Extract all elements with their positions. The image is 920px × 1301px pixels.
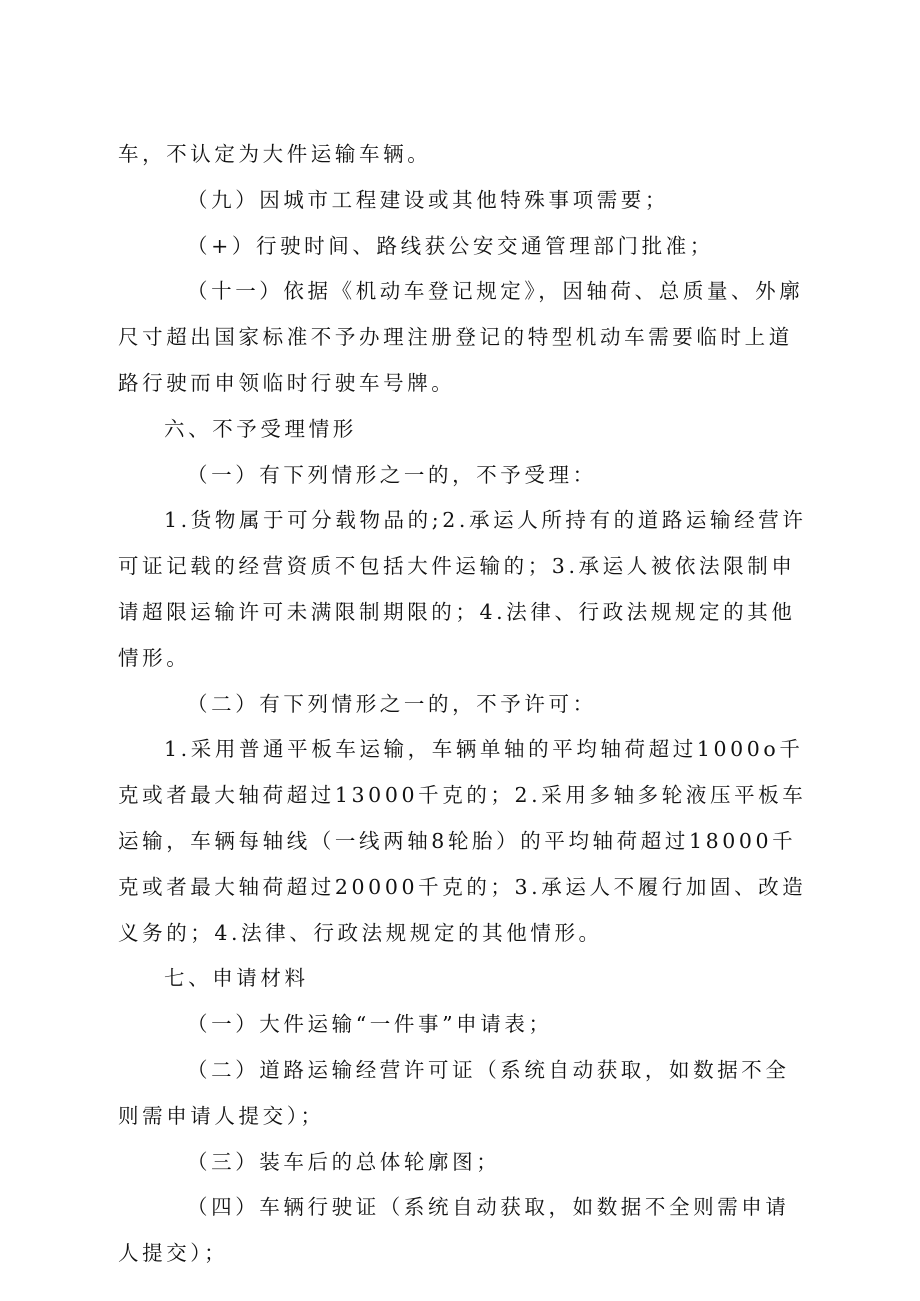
paragraph-not-accepted: 1.货物属于可分载物品的;2.承运人所持有的道路运输经营许可证记载的经营资质不包括大件运输的；3.承运人被依法限制申请超限运输许可未满限制期限的；4.法律、行政法规规定的其他情形。: [118, 508, 807, 670]
list-item-10: （+）行驶时间、路线获公安交通管理部门批准；: [187, 233, 714, 258]
paragraph-not-permitted: 1.采用普通平板车运输，车辆单轴的平均轴荷超过1000o千克或者最大轴荷超过13000千克的；2.采用多轴多轮液压平板车运输，车辆每轴线（一线两轴8轮胎）的平均轴荷超过18000千克或者最大轴荷超过20000千克的；3.承运人不履行加固、改造义务的；4.法律、行政法规规定的其他情形。: [118, 737, 807, 945]
document-body: [118, 132, 808, 1277]
section-heading-7: 七、申请材料: [164, 966, 309, 991]
subsection-heading-6-1: （一）有下列情形之一的，不予受理：: [187, 462, 597, 487]
list-item-11: （十一）依据《机动车登记规定》，因轴荷、总质量、外廓尺寸超出国家标准不予办理注册登记的特型机动车需要临时上道路行驶而申领临时行驶车号牌。: [118, 279, 804, 395]
material-item-3: （三）装车后的总体轮廓图；: [187, 1149, 501, 1174]
material-item-1: （一）大件运输“一件事”申请表；: [187, 1012, 553, 1037]
list-item-9: （九）因城市工程建设或其他特殊事项需要；: [187, 187, 669, 212]
material-item-4: （四）车辆行驶证（系统自动获取，如数据不全则需申请人提交）；: [118, 1195, 790, 1266]
subsection-heading-6-2: （二）有下列情形之一的，不予许可：: [187, 691, 597, 716]
section-heading-6: 六、不予受理情形: [164, 416, 357, 441]
material-item-2: （二）道路运输经营许可证（系统自动获取，如数据不全则需申请人提交）；: [118, 1057, 790, 1128]
paragraph-continuation: 车，不认定为大件运输车辆。: [118, 142, 432, 166]
